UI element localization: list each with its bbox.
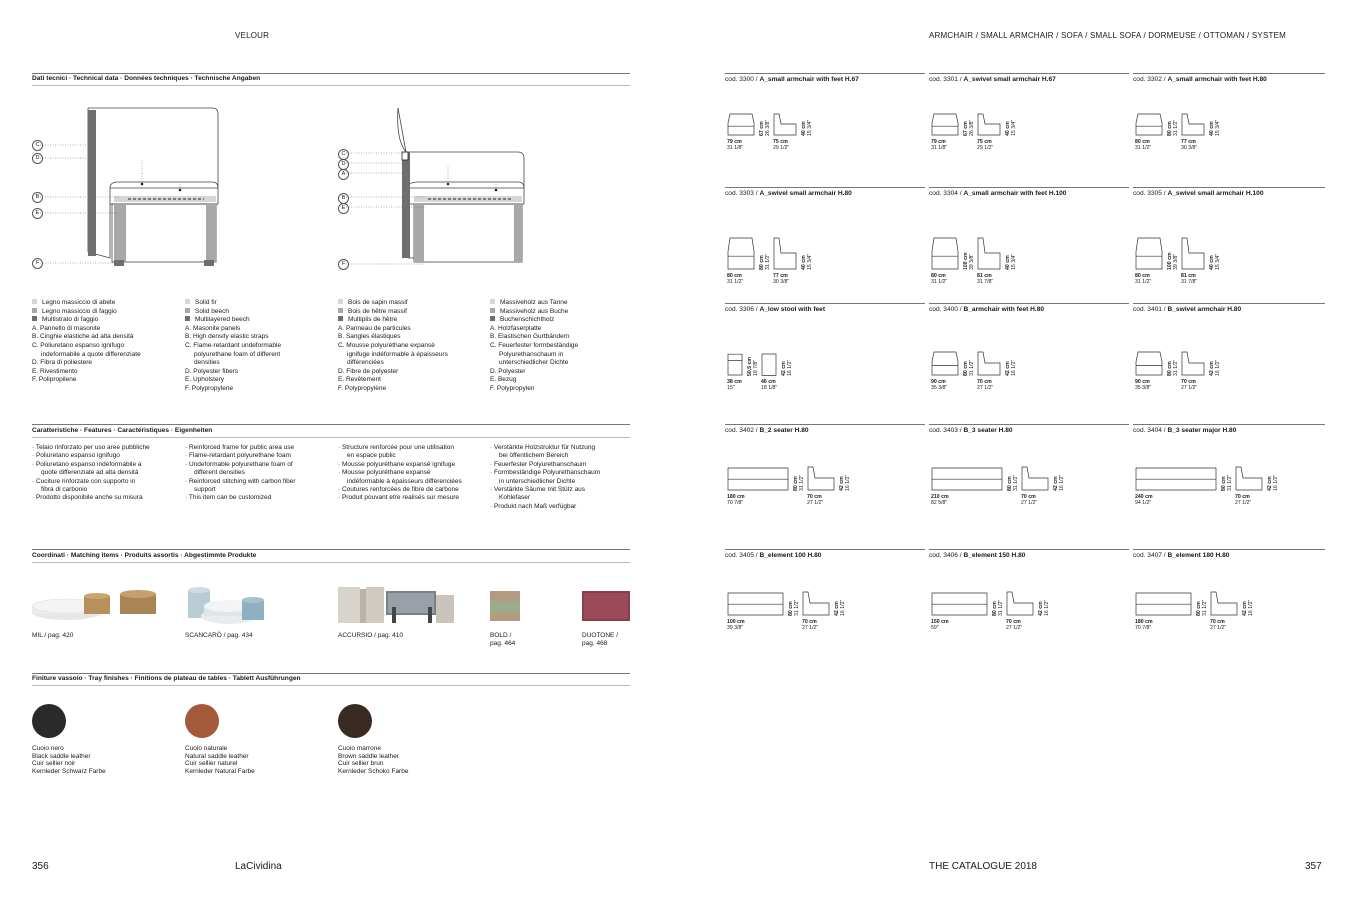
product-seat-height: 40 cm 15 3/4" <box>1209 119 1221 136</box>
features-it: · Telaio rinforzato per uso aree pubbliche · Poliuretano espanso ignifugo · Poliuretano espanso indeformabile a quote differenziate ad alta densità · Cuciture rinforzate con supporto in fibra di carbonio · Prodotto disponibile anche su misura <box>32 444 150 502</box>
duotone-rug-image[interactable] <box>582 591 632 623</box>
product-seat-height: 42 cm 16 1/2" <box>834 599 846 616</box>
product-height: 80 cm 31 1/2" <box>759 253 771 270</box>
product-seat-height: 42 cm 16 1/2" <box>781 359 793 376</box>
product-rule <box>725 187 925 188</box>
features-de: · Verstärkte Holzstruktur für Nutzung bei öffentlichem Bereich · Feuerfester Polyurethanschaum · Formbeständige Polyurethanschaum in unterschiedlicher Dichte · Verstärkte Säume mit Stütz aus Kohlefaser · Produkt nach Maß verfügbar <box>490 444 601 510</box>
product-seat-height: 40 cm 15 3/4" <box>1005 119 1017 136</box>
product-rule <box>1133 303 1325 304</box>
product-height: 100 cm 39 3/8" <box>1167 252 1179 270</box>
callout-c: C <box>338 149 349 160</box>
multilayer-swatch-icon <box>32 316 37 321</box>
fir-swatch-icon <box>338 299 343 304</box>
product-height: 80 cm 31 1/2" <box>1196 599 1208 616</box>
product-width: 180 cm 70 7/8" <box>1135 619 1153 631</box>
product-depth: 75 cm 29 1/2" <box>977 139 994 151</box>
product-title <box>725 552 821 559</box>
product-name: B_element 150 H.80 <box>963 552 1026 559</box>
product-title <box>1133 427 1236 434</box>
product-rule <box>1133 549 1325 550</box>
header-typologies: ARMCHAIR / SMALL ARMCHAIR / SOFA / SMALL SOFA / DORMEUSE / OTTOMAN / SYSTEM <box>929 31 1286 40</box>
product-seat-height: 42 cm 16 1/2" <box>1038 599 1050 616</box>
product-depth: 70 cm 27 1/2" <box>1006 619 1023 631</box>
product-code: cod. 3305 / <box>1133 190 1168 197</box>
product-depth: 81 cm 31 7/8" <box>977 273 994 285</box>
section-rule <box>32 85 630 86</box>
product-front-view[interactable] <box>931 237 959 271</box>
product-title <box>929 76 1056 83</box>
product-side-view[interactable] <box>1181 351 1205 377</box>
product-rule <box>725 424 925 425</box>
product-code: cod. 3302 / <box>1133 76 1168 83</box>
product-seat-height: 42 cm 16 1/2" <box>1053 474 1065 491</box>
product-title <box>929 552 1025 559</box>
product-side-view[interactable] <box>977 351 1001 377</box>
product-rule <box>1133 424 1325 425</box>
product-code: cod. 3300 / <box>725 76 760 83</box>
masonite-panel <box>402 152 410 258</box>
product-width: 100 cm 39 3/8" <box>727 619 745 631</box>
product-height: 67 cm 26 3/8" <box>759 119 771 136</box>
matching-title: Coordinati · Matching items · Produits assortis · Abgestimmte Produkte <box>32 552 257 559</box>
callout-b: B <box>338 193 349 204</box>
product-width: 80 cm 31 1/2" <box>727 273 744 285</box>
product-rule <box>929 187 1129 188</box>
product-title <box>929 190 1066 197</box>
product-depth: 81 cm 31 7/8" <box>1181 273 1198 285</box>
product-code: cod. 3402 / <box>725 427 760 434</box>
product-height: 100 cm 39 3/8" <box>963 252 975 270</box>
product-height: 80 cm 31 1/2" <box>1167 119 1179 136</box>
product-title <box>1133 76 1267 83</box>
mil-tables-image[interactable] <box>32 586 162 626</box>
product-front-view[interactable] <box>727 237 755 271</box>
matching-item-label: ACCURSIO / pag. 410 <box>338 632 404 639</box>
product-rule <box>929 549 1129 550</box>
section-rule <box>32 562 630 563</box>
matching-item-label: SCANCARÒ / pag. 434 <box>185 632 253 639</box>
product-side-view[interactable] <box>807 466 835 492</box>
product-rule <box>725 73 925 74</box>
product-height: 80 cm 31 1/2" <box>963 359 975 376</box>
product-rule <box>929 303 1129 304</box>
product-side-view[interactable] <box>1181 113 1205 137</box>
product-rule <box>725 303 925 304</box>
product-depth: 46 cm 18 1/8" <box>761 379 778 391</box>
product-seat-height: 42 cm 16 1/2" <box>1005 359 1017 376</box>
section-rule <box>32 437 630 438</box>
product-side-view[interactable] <box>1006 591 1034 617</box>
technical-drawing-side <box>30 100 330 275</box>
product-depth: 70 cm 27 1/2" <box>1235 494 1252 506</box>
product-seat-height: 40 cm 15 3/4" <box>801 253 813 270</box>
callout-c: C <box>32 140 43 151</box>
materials-legend-fr: Bois de sapin massif Bois de hêtre massif Multiplis de hêtre A. Panneau de particules B. Sangles élastiques C. Mousse polyuréthane expansé ignifuge indéformable à épaisseurs différenciées D. Fibre de polyester E. Revêtement F. Polypropylène <box>338 299 448 392</box>
finish-label-brown: Cuoio marrone Brown saddle leather Cuir sellier brun Kernleder Schoko Farbe <box>338 745 409 775</box>
product-depth: 75 cm 29 1/2" <box>773 139 790 151</box>
product-title <box>725 427 809 434</box>
product-name: A_low stool with feet <box>759 306 826 313</box>
product-height: 80 cm 31 1/2" <box>793 474 805 491</box>
product-name: A_swivel small armchair H.80 <box>759 190 852 197</box>
product-title <box>929 306 1044 313</box>
product-code: cod. 3405 / <box>725 552 760 559</box>
product-rule <box>1133 187 1325 188</box>
product-front-view[interactable] <box>1135 351 1163 377</box>
product-width: 38 cm 15" <box>727 379 742 391</box>
materials-legend-de: Massiveholz aus Tanne Massiveholz aus Buche Buchenschichtholz A. Holzfaserplatte B. Elastischen Gurtbändern C. Feuerfester formbeständige Polyurethanschaum in unterschiedlicher Dichte D. Polyester E. Bezug F. Polypropylen <box>490 299 579 392</box>
fir-swatch-icon <box>490 299 495 304</box>
product-depth: 77 cm 30 3/8" <box>773 273 790 285</box>
section-rule <box>32 73 630 74</box>
product-title <box>1133 552 1229 559</box>
product-side-view[interactable] <box>1210 591 1238 617</box>
section-rule <box>32 673 630 674</box>
masonite-panel <box>88 110 96 256</box>
fir-swatch-icon <box>32 299 37 304</box>
beech-swatch-icon <box>185 308 190 313</box>
bold-rug-image[interactable] <box>490 591 522 623</box>
product-seat-height: 42 cm 16 1/2" <box>839 474 851 491</box>
product-width: 79 cm 31 1/8" <box>931 139 948 151</box>
product-name: A_swivel small armchair H.100 <box>1167 190 1264 197</box>
callout-b: B <box>32 192 43 203</box>
materials-legend-en: Solid fir Solid beech Multilayered beech A. Masonite panels B. High density elastic straps C. Flame-retardant undeformable polyurethane foam of different densities D. Polyester fibers E. Upholstery F. Polypropylene <box>185 299 282 392</box>
beech-swatch-icon <box>490 308 495 313</box>
product-depth: 70 cm 27 1/2" <box>807 494 824 506</box>
product-front-view[interactable] <box>931 466 1003 492</box>
product-rule <box>929 424 1129 425</box>
product-rule <box>929 73 1129 74</box>
fir-swatch-icon <box>185 299 190 304</box>
product-height: 80 cm 31 1/2" <box>1007 474 1019 491</box>
product-code: cod. 3400 / <box>929 306 964 313</box>
product-code: cod. 3401 / <box>1133 306 1168 313</box>
product-name: B_3 seater H.80 <box>963 427 1013 434</box>
finishes-title: Finiture vassoio · Tray finishes · Finitions de plateau de tables · Tablett Ausführungen <box>32 675 301 682</box>
multilayer-swatch-icon <box>338 316 343 321</box>
product-code: cod. 3407 / <box>1133 552 1168 559</box>
product-width: 80 cm 31 1/2" <box>1135 139 1152 151</box>
product-width: 79 cm 31 1/8" <box>727 139 744 151</box>
beech-swatch-icon <box>32 308 37 313</box>
product-width: 80 cm 31 1/2" <box>1135 273 1152 285</box>
product-depth: 77 cm 30 3/8" <box>1181 139 1198 151</box>
product-front-view[interactable] <box>931 591 988 617</box>
product-depth: 70 cm 27 1/2" <box>977 379 994 391</box>
features-fr: · Structure renforcée pour une utilisation en espace public · Mousse polyuréthane expansé ignifuge · Mousse polyuréthane expansé indéformable à épaisseurs différenciées · Coutures renforcées de fibre de carbone · Produit pouvant etre realisés sur mesure <box>338 444 462 502</box>
product-height: 50,5 cm 19 7/8" <box>747 356 759 376</box>
product-front-view[interactable] <box>1135 466 1217 492</box>
section-rule <box>32 685 630 686</box>
finish-label-black: Cuoio nero Black saddle leather Cuir sellier noir Kernleder Schwarz Farbe <box>32 745 106 775</box>
product-height: 67 cm 26 3/8" <box>963 119 975 136</box>
product-side-view[interactable] <box>977 113 1001 137</box>
product-front-view[interactable] <box>727 466 789 492</box>
product-front-view[interactable] <box>727 343 743 377</box>
product-front-view[interactable] <box>931 351 959 377</box>
product-front-view[interactable] <box>727 113 755 137</box>
header-collection-name: VELOUR <box>235 31 270 40</box>
product-title <box>1133 190 1264 197</box>
product-seat-height: 42 cm 16 1/2" <box>1209 359 1221 376</box>
finish-black-swatch[interactable] <box>32 704 66 738</box>
product-code: cod. 3306 / <box>725 306 760 313</box>
product-height: 80 cm 31 1/2" <box>1221 474 1233 491</box>
callout-e: E <box>32 208 43 219</box>
product-seat-height: 42 cm 16 1/2" <box>1242 599 1254 616</box>
matching-item-label: BOLD / pag. 464 <box>490 632 516 648</box>
product-side-view[interactable] <box>773 237 797 271</box>
product-height: 80 cm 31 1/2" <box>992 599 1004 616</box>
product-side-view[interactable] <box>773 113 797 137</box>
page-number-right: 357 <box>1305 861 1322 872</box>
product-code: cod. 3404 / <box>1133 427 1168 434</box>
product-width: 80 cm 31 1/2" <box>931 273 948 285</box>
callout-e: E <box>338 203 349 214</box>
product-width: 150 cm 59" <box>931 619 949 631</box>
product-front-view[interactable] <box>931 113 959 137</box>
product-name: A_small armchair with feet H.67 <box>759 76 859 83</box>
product-seat-height: 42 cm 16 1/2" <box>1267 474 1279 491</box>
callout-a: A <box>338 169 349 180</box>
beech-swatch-icon <box>338 308 343 313</box>
product-front-view[interactable] <box>1135 591 1192 617</box>
finish-brown-swatch[interactable] <box>338 704 372 738</box>
product-width: 240 cm 94 1/2" <box>1135 494 1153 506</box>
product-seat-height: 40 cm 15 3/4" <box>1209 253 1221 270</box>
accursio-image[interactable] <box>336 585 456 627</box>
product-name: A_swivel small armchair H.67 <box>963 76 1056 83</box>
product-depth: 70 cm 27 1/2" <box>1021 494 1038 506</box>
product-seat-height: 40 cm 15 3/4" <box>801 119 813 136</box>
product-depth: 70 cm 27 1/2" <box>1181 379 1198 391</box>
page-number-left: 356 <box>32 861 49 872</box>
product-side-view[interactable] <box>761 353 777 377</box>
callout-d: D <box>32 153 43 164</box>
section-rule <box>32 549 630 550</box>
multilayer-swatch-icon <box>490 316 495 321</box>
product-title <box>725 76 859 83</box>
product-name: B_element 180 H.80 <box>1167 552 1230 559</box>
product-front-view[interactable] <box>1135 237 1163 271</box>
product-code: cod. 3406 / <box>929 552 964 559</box>
matching-item-label: DUOTONE / pag. 468 <box>582 632 618 648</box>
finish-natural-swatch[interactable] <box>185 704 219 738</box>
product-code: cod. 3304 / <box>929 190 964 197</box>
scancaro-image[interactable] <box>184 586 274 630</box>
product-height: 80 cm 31 1/2" <box>1167 359 1179 376</box>
technical-data-title: Dati tecnici · Technical data · Données techniques · Technische Angaben <box>32 75 261 82</box>
product-width: 210 cm 82 5/8" <box>931 494 949 506</box>
product-depth: 70 cm 27 1/2" <box>802 619 819 631</box>
product-front-view[interactable] <box>1135 113 1163 137</box>
product-code: cod. 3301 / <box>929 76 964 83</box>
product-width: 90 cm 35 3/8" <box>1135 379 1152 391</box>
product-name: B_armchair with feet H.80 <box>963 306 1045 313</box>
features-en: · Reinforced frame for public area use · Flame-retardant polyurethane foam · Undeformable polyurethane foam of different densities · Reinforced stitching with carbon fiber support · This item can be customized <box>185 444 296 502</box>
section-rule <box>32 424 630 425</box>
product-seat-height: 40 cm 15 3/4" <box>1005 253 1017 270</box>
product-name: A_small armchair with feet H.80 <box>1167 76 1267 83</box>
product-side-view[interactable] <box>1235 466 1263 492</box>
product-side-view[interactable] <box>802 591 830 617</box>
technical-drawing-swivel <box>336 100 636 275</box>
product-rule <box>725 549 925 550</box>
features-title: Caratteristiche · Features · Caractéristiques · Eigenheiten <box>32 427 213 434</box>
finish-label-natural: Cuoio naturale Natural saddle leather Cuir sellier naturel Kernleder Natural Farbe <box>185 745 255 775</box>
multilayer-swatch-icon <box>185 316 190 321</box>
product-name: A_small armchair with feet H.100 <box>963 190 1067 197</box>
product-height: 80 cm 31 1/2" <box>788 599 800 616</box>
product-side-view[interactable] <box>1181 237 1205 271</box>
product-name: B_2 seater H.80 <box>759 427 809 434</box>
product-front-view[interactable] <box>727 591 784 617</box>
product-code: cod. 3303 / <box>725 190 760 197</box>
product-side-view[interactable] <box>1021 466 1049 492</box>
callout-d: D <box>338 159 349 170</box>
product-rule <box>1133 73 1325 74</box>
product-name: B_swivel armchair H.80 <box>1167 306 1242 313</box>
callout-f: F <box>32 258 43 269</box>
product-name: B_3 seater major H.80 <box>1167 427 1237 434</box>
product-width: 180 cm 70 7/8" <box>727 494 745 506</box>
product-side-view[interactable] <box>977 237 1001 271</box>
brand-name: LaCividina <box>235 861 282 872</box>
matching-item-label: MIL / pag. 420 <box>32 632 74 639</box>
product-name: B_element 100 H.80 <box>759 552 822 559</box>
product-title <box>725 190 852 197</box>
callout-f: F <box>338 259 349 270</box>
product-title <box>1133 306 1241 313</box>
product-title <box>725 306 825 313</box>
materials-legend-it: Legno massiccio di abete Legno massiccio di faggio Multistrato di faggio A. Pannello di masonite B. Cinghie elastiche ad alta densità C. Poliuretano espanso ignifugo indeformabile a quote differenziate D. Fibra di poliestere E. Rivestimento F. Polipropilene <box>32 299 141 384</box>
product-depth: 70 cm 27 1/2" <box>1210 619 1227 631</box>
product-title <box>929 427 1013 434</box>
catalogue-title: THE CATALOGUE 2018 <box>929 861 1037 872</box>
product-width: 90 cm 35 3/8" <box>931 379 948 391</box>
product-code: cod. 3403 / <box>929 427 964 434</box>
